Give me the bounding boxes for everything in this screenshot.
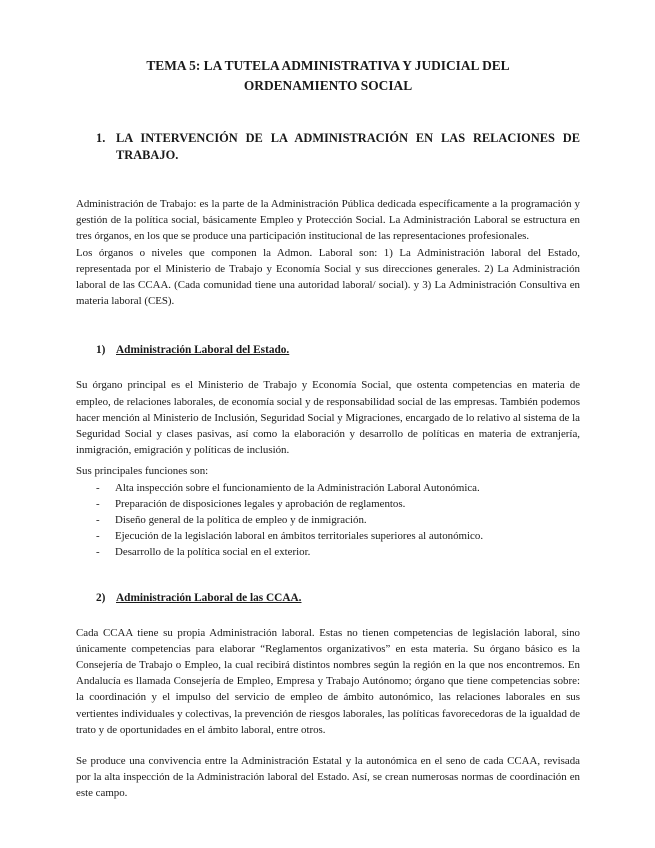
bullet-dash: - [96,514,100,527]
subsection-1-number: 1) [96,344,106,357]
subsection-1-heading [76,342,580,358]
subsection-2-number: 2) [96,591,106,604]
function-text: Preparación de disposiciones legales y aprobación de reglamentos. [115,497,406,510]
bullet-dash: - [96,481,100,494]
list-item [76,512,580,528]
list-item [76,496,580,512]
section-1-paragraph-1: Administración de Trabajo: es la parte de la Administración Pública dedicada específicamente a la programación y gestión de la política social, básicamente Empleo y Protección Social. La Administración Laboral se estructura en tres órganos, en los que se produce una participación institucional de las representaciones profesionales. [76,198,580,243]
subsection-2-paragraph-1: Cada CCAA tiene su propia Administración laboral. Estas no tienen competencias de legislación laboral, sino únicamente competencias para elaborar “Reglamentos organizativos” en esta materia. Su órgano básico es la Consejería de Trabajo o Empleo, la cual recibirá distintos nombres según la región en la que nos encontremos. En Andalucía es llamada Consejería de Empleo, Empresa y Trabajo Autónomo; órgano que tiene competencias sobre: la coordinación y el impulso del servicio de empleo de ámbito autonómico, las relaciones laborales en sus vertientes individuales y colectivas, la prevención de riesgos laborales, las políticas favorecedoras de la igualdad de trato y de oportunidades en el ámbito laboral, entre otros. [76,626,580,736]
section-1-number: 1. [96,131,106,145]
list-item [76,528,580,544]
subsection-2-paragraph-2: Se produce una convivencia entre la Administración Estatal y la autonómica en el seno de cada CCAA, revisada por la alta inspección de la Administración laboral del Estado. Así, se crean numerosas normas de coordinación en este campo. [76,755,580,800]
title-line-2: ORDENAMIENTO SOCIAL [243,78,413,93]
subsection-1-title: Administración Laboral del Estado. [116,344,290,357]
title-line-1: TEMA 5: LA TUTELA ADMINISTRATIVA Y JUDICIAL DEL [146,58,510,73]
subsection-2-heading [76,590,580,606]
list-item [76,480,580,496]
function-text: Diseño general de la política de empleo y de inmigración. [115,514,367,527]
functions-intro: Sus principales funciones son: [76,465,209,478]
list-item [76,544,580,560]
bullet-dash: - [96,497,100,510]
bullet-dash: - [96,530,100,543]
function-text: Alta inspección sobre el funcionamiento de la Administración Laboral Autonómica. [115,481,480,494]
section-1-heading [76,130,580,164]
subsection-1-paragraph: Su órgano principal es el Ministerio de Trabajo y Economía Social, que ostenta competencias en materia de empleo, de relaciones laborales, de economía social y de responsabilidad social de las empresas. También podemos hacer mención al Ministerio de Inclusión, Seguridad Social y Migraciones, encargado de lo relativo al sistema de la Seguridad Social y clases pasivas, así como la elaboración y desarrollo de políticas en materia de extranjería, inmigración, emigración y políticas de inclusión. [76,379,580,457]
bullet-dash: - [96,546,100,559]
function-text: Ejecución de la legislación laboral en ámbitos territoriales superiores al autonómico. [115,530,484,543]
function-text: Desarrollo de la política social en el exterior. [115,546,311,559]
functions-list [76,480,580,561]
section-1-paragraph-2: Los órganos o niveles que componen la Admon. Laboral son: 1) La Administración laboral del Estado, representada por el Ministerio de Trabajo y Economía Social y sus direcciones generales. 2) La Administración laboral de las CCAA. (Cada comunidad tiene una autoridad laboral/ social). y 3) La Administración Consultiva en materia laboral (CES). [76,246,580,308]
subsection-2-title: Administración Laboral de las CCAA. [116,591,302,604]
section-1-title: LA INTERVENCIÓN DE LA ADMINISTRACIÓN EN LAS RELACIONES DE TRABAJO. [116,131,580,162]
page-title [76,0,580,96]
